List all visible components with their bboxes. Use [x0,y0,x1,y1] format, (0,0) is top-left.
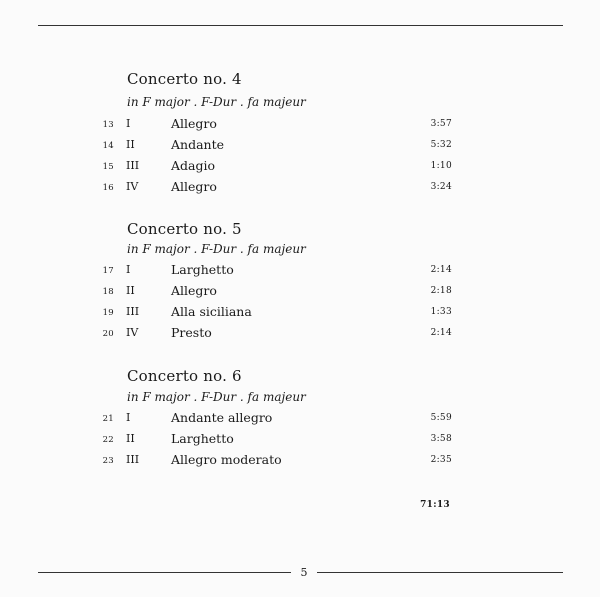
total-duration: 71:13 [420,500,450,510]
movement-tempo: Allegro [171,179,217,194]
movement-tempo: Allegro [171,116,217,131]
track-row [0,262,600,282]
movement-tempo: Larghetto [171,431,234,446]
track-number: 16 [102,183,114,193]
concerto-title: Concerto no. 4 [127,70,242,88]
track-duration: 1:10 [430,161,452,171]
track-number: 14 [102,141,114,151]
track-duration: 2:18 [430,286,452,296]
movement-number: I [126,263,131,276]
movement-tempo: Alla siciliana [171,304,252,319]
track-row [0,158,600,178]
concerto-title: Concerto no. 5 [127,220,242,238]
movement-tempo: Larghetto [171,262,234,277]
movement-number: I [126,411,131,424]
track-duration: 3:57 [430,119,452,129]
track-number: 22 [102,435,114,445]
track-duration: 2:35 [430,455,452,465]
track-number: 19 [102,308,114,318]
track-row [0,283,600,303]
track-duration: 2:14 [430,265,452,275]
track-duration: 3:24 [430,182,452,192]
track-duration: 1:33 [430,307,452,317]
track-row [0,304,600,324]
track-duration: 5:32 [430,140,452,150]
footer-rule-right [317,572,563,573]
movement-number: IV [126,180,139,193]
movement-tempo: Adagio [171,158,216,173]
concerto-title: Concerto no. 6 [127,367,242,385]
movement-tempo: Andante allegro [171,410,273,425]
track-number: 20 [102,329,114,339]
page-footer [0,566,600,580]
movement-number: II [126,432,135,445]
track-number: 18 [102,287,114,297]
movement-tempo: Allegro moderato [171,452,282,467]
track-row [0,452,600,472]
track-number: 17 [102,266,114,276]
track-duration: 5:59 [430,413,452,423]
movement-tempo: Presto [171,325,212,340]
concerto-key: in F major . F-Dur . fa majeur [127,242,306,256]
track-row [0,410,600,430]
movement-number: III [126,305,140,318]
track-row [0,431,600,451]
track-row [0,137,600,157]
top-rule [38,25,563,26]
movement-number: IV [126,326,139,339]
concerto-key: in F major . F-Dur . fa majeur [127,390,306,404]
movement-number: II [126,284,135,297]
movement-number: II [126,138,135,151]
track-number: 15 [102,162,114,172]
concerto-key: in F major . F-Dur . fa majeur [127,95,306,109]
track-number: 23 [102,456,114,466]
track-number: 13 [102,120,114,130]
track-duration: 3:58 [430,434,452,444]
track-row [0,116,600,136]
track-row [0,179,600,199]
movement-tempo: Allegro [171,283,217,298]
movement-number: I [126,117,131,130]
movement-number: III [126,453,140,466]
movement-number: III [126,159,140,172]
footer-rule-left [38,572,291,573]
track-number: 21 [102,414,114,424]
movement-tempo: Andante [171,137,225,152]
page-number: 5 [300,566,308,579]
track-duration: 2:14 [430,328,452,338]
track-row [0,325,600,345]
